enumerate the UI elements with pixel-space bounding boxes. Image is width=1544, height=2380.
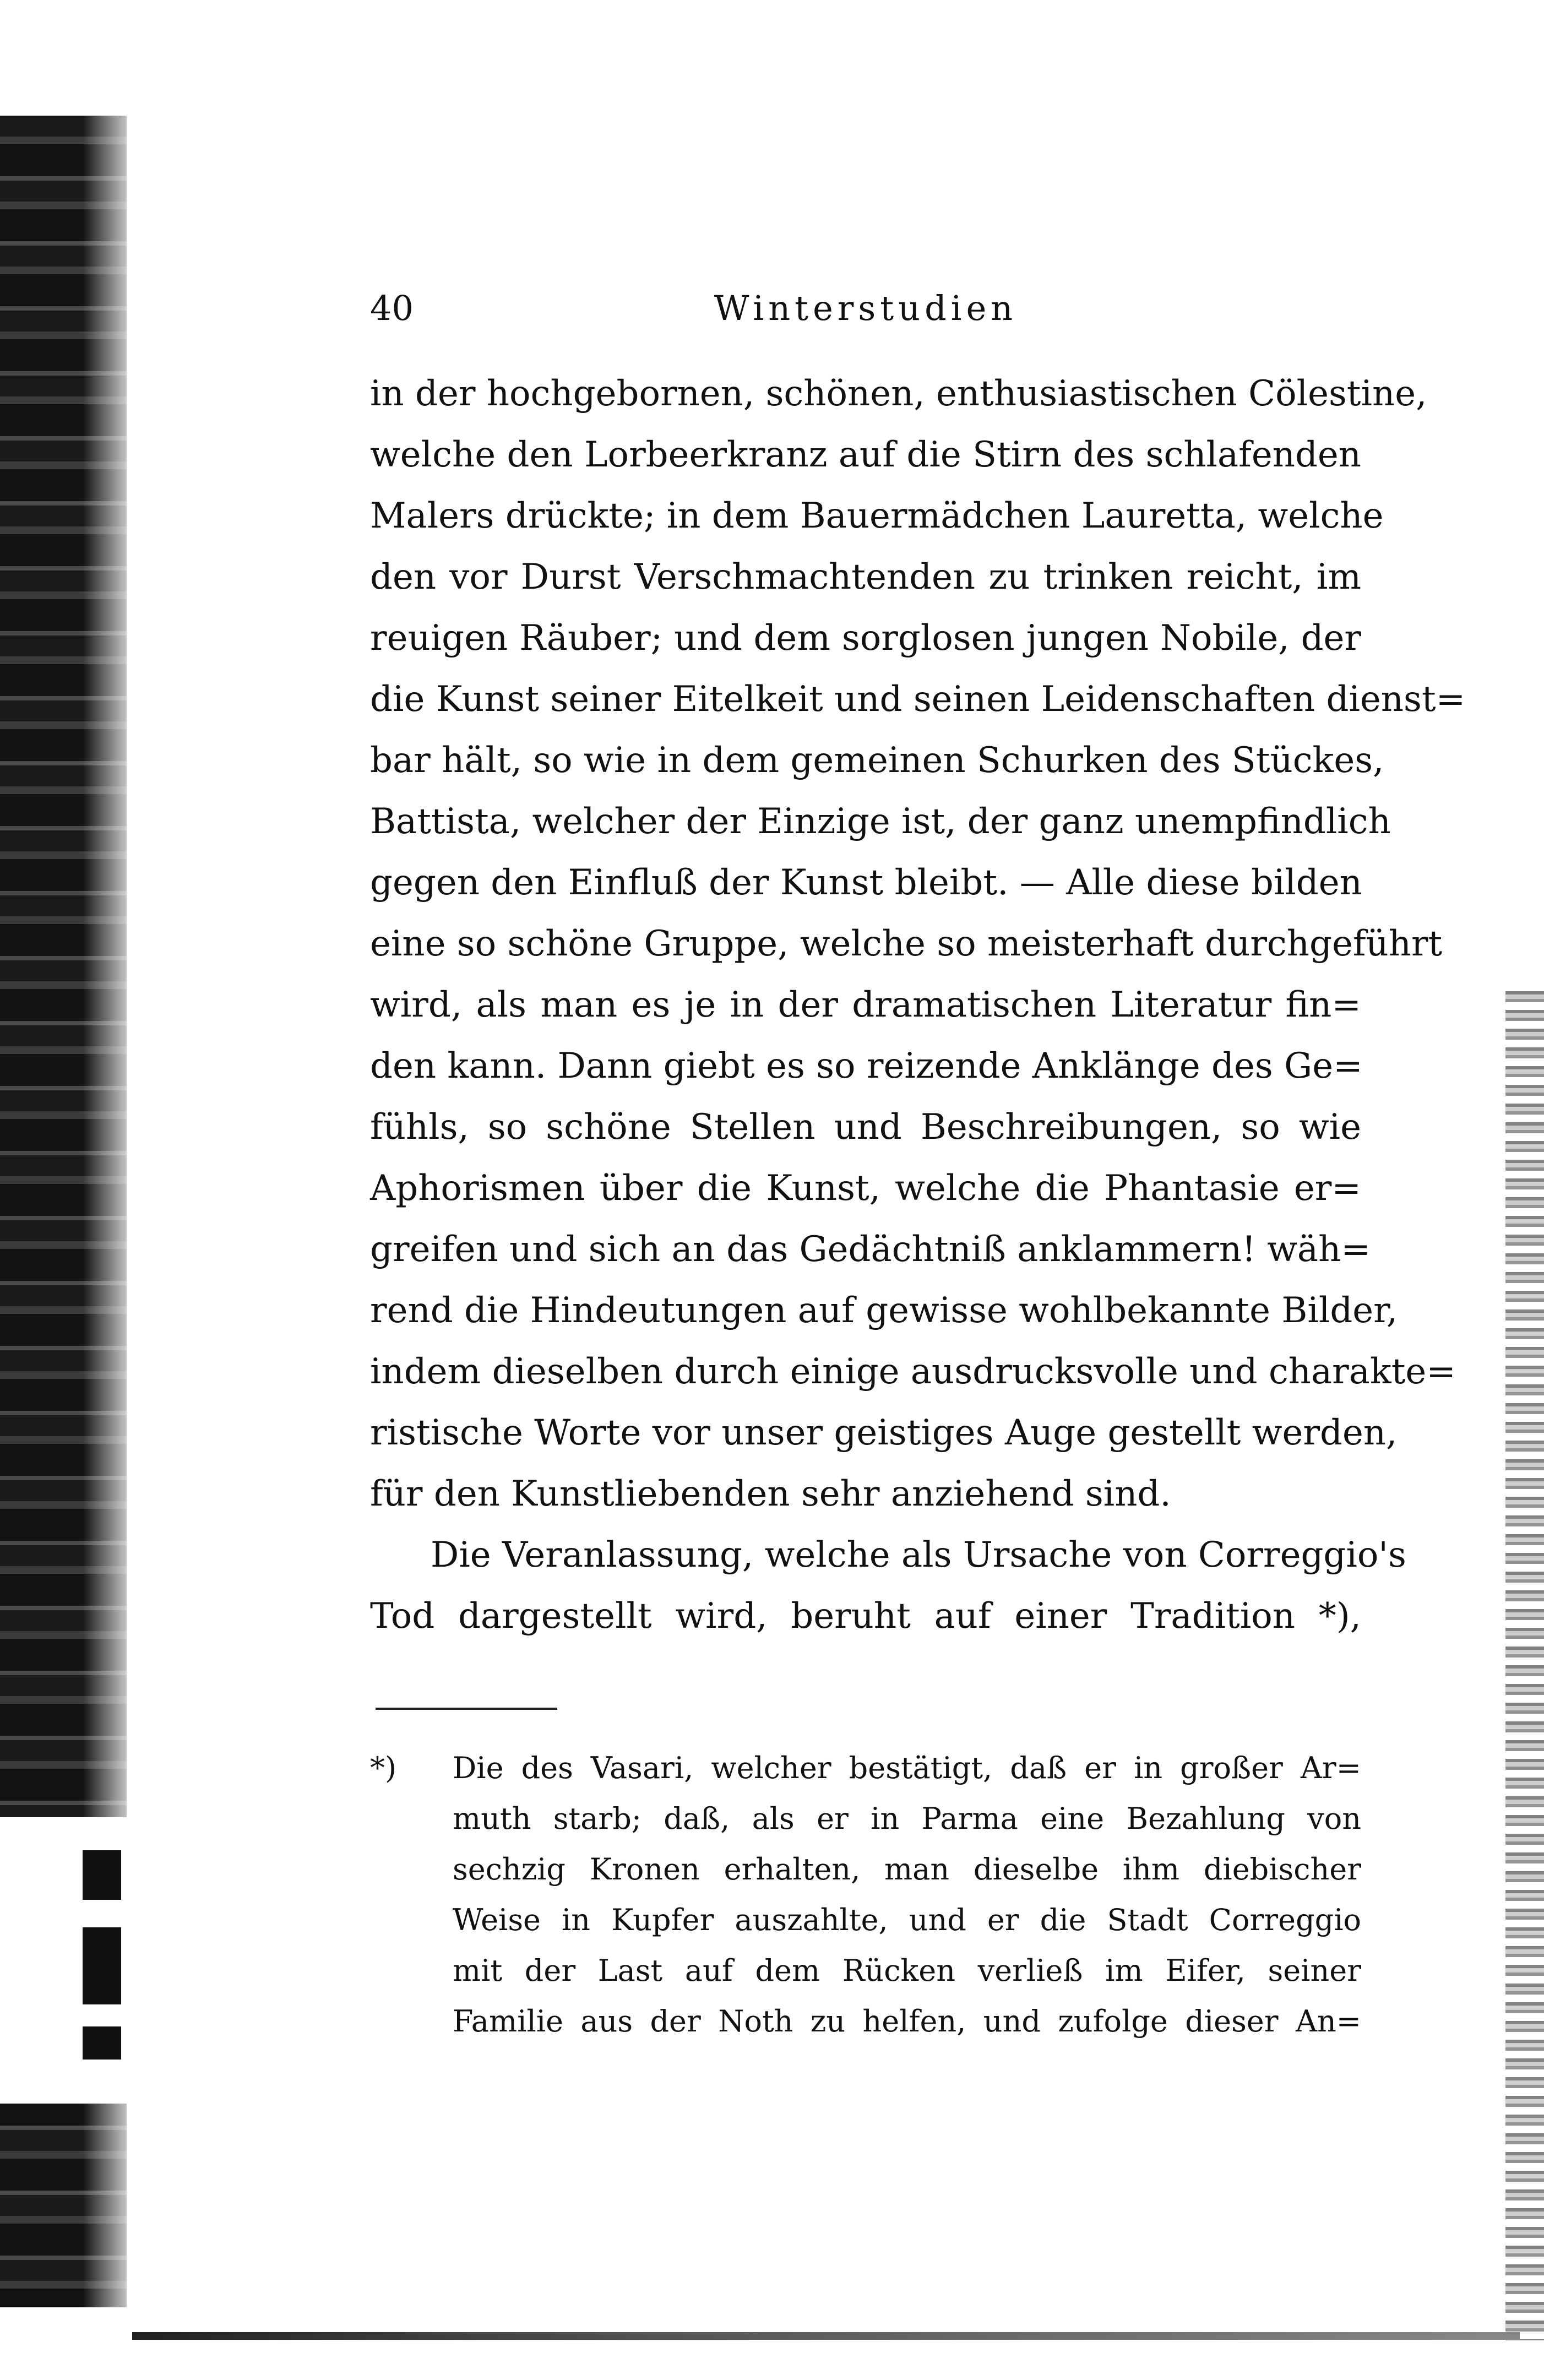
text-line: gegen den Einfluß der Kunst bleibt. — Alle diese bilden [370,862,1362,903]
text-line: greifen und sich an das Gedächtniß anklammern! wäh= [370,1229,1371,1270]
text-line: indem dieselben durch einige ausdrucksvolle und charakte= [370,1351,1456,1392]
text-line: für den Kunstliebenden sehr anziehend sind. [370,1474,1171,1514]
text-line: die Kunst seiner Eitelkeit und seinen Leidenschaften dienst= [370,679,1466,720]
scan-binding-mark [83,1927,121,2004]
text-line: wird, als man es je in der dramatischen Literatur fin= [370,985,1361,1025]
text-line: Die Veranlassung, welche als Ursache von Correggio's [431,1535,1406,1575]
page-number: 40 [370,288,414,328]
text-line: bar hält, so wie in dem gemeinen Schurken des Stückes, [370,740,1384,781]
text-line: Battista, welcher der Einzige ist, der ganz unempfindlich [370,801,1391,842]
footnote-line: muth starb; daß, als er in Parma eine Bezahlung von [453,1801,1361,1836]
footnote-line: Weise in Kupfer auszahlte, und er die Stadt Correggio [453,1903,1361,1937]
footnote-line: sechzig Kronen erhalten, man dieselbe ihm diebischer [453,1852,1361,1887]
text-line: in der hochgebornen, schönen, enthusiastischen Cölestine, [370,373,1427,414]
text-line: den vor Durst Verschmachtenden zu trinken reicht, im [370,557,1361,597]
footnote [370,1743,1361,2047]
text-line: fühls, so schöne Stellen und Beschreibungen, so wie [370,1107,1361,1148]
footnote-line: mit der Last auf dem Rücken verließ im Eifer, seiner [453,1953,1361,1988]
footnote-text: Die des Vasari, welcher bestätigt, daß er in großer Ar= [453,1751,1361,1785]
text-line: eine so schöne Gruppe, welche so meisterhaft durchgeführt [370,923,1443,964]
text-line: Malers drückte; in dem Bauermädchen Lauretta, welche [370,496,1384,536]
footnote-line [370,1743,1361,1794]
text-line: ristische Worte vor unser geistiges Auge gestellt werden, [370,1412,1398,1453]
text-line: den kann. Dann giebt es so reizende Anklänge des Ge= [370,1046,1363,1086]
footnote-marker: *) [370,1751,397,1785]
scan-page-edge [1505,991,1544,2340]
text-line: Tod dargestellt wird, beruht auf einer Tradition *), [370,1596,1361,1637]
scan-binding-mark [83,2026,121,2060]
footnote-line: Familie aus der Noth zu helfen, und zufolge dieser An= [453,2004,1361,2039]
scan-binding-mark [83,1850,121,1900]
footnote-rule [376,1708,557,1710]
running-head: Winterstudien [714,288,1018,328]
scan-bottom-edge [132,2332,1520,2340]
page-header [370,281,1361,347]
body-text [370,363,1466,1647]
book-page [370,281,1466,2047]
text-line: Aphorismen über die Kunst, welche die Phantasie er= [370,1168,1361,1209]
text-line: reuigen Räuber; und dem sorglosen jungen Nobile, der [370,618,1361,659]
text-line: rend die Hindeutungen auf gewisse wohlbekannte Bilder, [370,1290,1398,1331]
text-line: welche den Lorbeerkranz auf die Stirn des schlafenden [370,434,1361,475]
